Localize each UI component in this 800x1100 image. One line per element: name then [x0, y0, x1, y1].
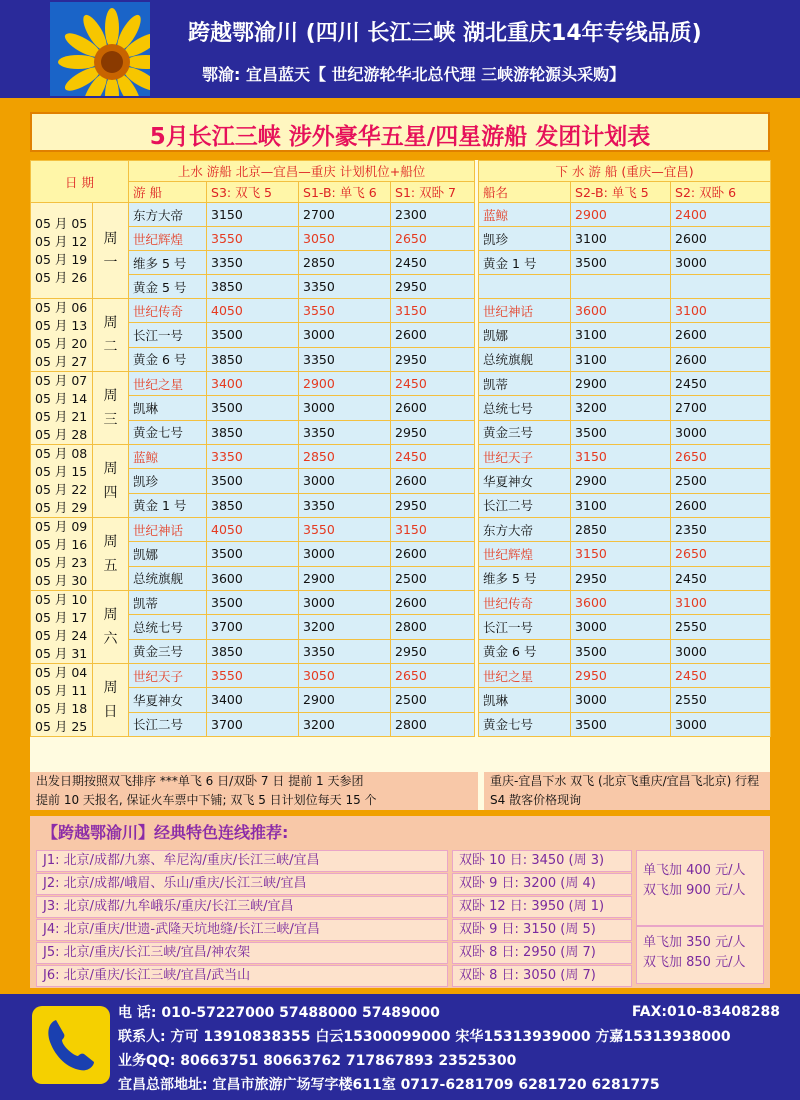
- downstream-cell: 2600: [671, 493, 771, 517]
- upstream-cell: 4050: [207, 518, 299, 542]
- downstream-cell: 世纪天子: [479, 445, 571, 469]
- notes-right: 重庆-宜昌下水 双飞 (北京飞重庆/宜昌飞北京) 行程 S4 散客价格现询: [484, 772, 770, 810]
- downstream-cell: 凯琳: [479, 688, 571, 712]
- upstream-cell: 维多 5 号: [129, 251, 207, 275]
- downstream-header: 下 水 游 船 (重庆—宜昌): [479, 161, 771, 182]
- upstream-cell: 2600: [391, 469, 475, 493]
- weekday-cell: [93, 299, 129, 372]
- upstream-cell: 3200: [299, 712, 391, 736]
- downstream-cell: 维多 5 号: [479, 566, 571, 590]
- route-extra-box-2: [636, 926, 764, 984]
- upstream-cell: 2950: [391, 275, 475, 299]
- footer-qq: 业务QQ: 80663751 80663762 717867893 23525300: [118, 1053, 517, 1069]
- upstream-cell: 2900: [299, 688, 391, 712]
- upstream-cell: 2600: [391, 542, 475, 566]
- upstream-cell: 世纪之星: [129, 372, 207, 396]
- upstream-cell: 总统旗舰: [129, 566, 207, 590]
- upstream-cell: 世纪传奇: [129, 299, 207, 323]
- upstream-cell: 3150: [391, 518, 475, 542]
- note-line: 提前 10 天报名, 保证火车票中下铺; 双飞 5 日计划位每天 15 个: [36, 793, 377, 807]
- upstream-cell: 2950: [391, 420, 475, 444]
- weekday-cell: [93, 372, 129, 445]
- upstream-cell: 2900: [299, 566, 391, 590]
- schedule-panel: [30, 160, 770, 810]
- upstream-cell: 3200: [299, 615, 391, 639]
- route-price: 双卧 12 日: 3950 (周 1): [452, 896, 632, 918]
- footer-contact: [0, 994, 800, 1100]
- date-item: 05 月 24: [35, 628, 88, 643]
- table-row: [31, 347, 771, 371]
- table-row: [31, 299, 771, 323]
- downstream-cell: 2850: [571, 518, 671, 542]
- date-list: [31, 203, 93, 299]
- upstream-cell: 凯娜: [129, 542, 207, 566]
- downstream-cell: 3500: [571, 712, 671, 736]
- upstream-cell: 3700: [207, 615, 299, 639]
- table-row: [31, 688, 771, 712]
- date-item: 05 月 09: [35, 519, 88, 534]
- upstream-cell: 2850: [299, 445, 391, 469]
- downstream-cell: 3100: [671, 591, 771, 615]
- table-row: [31, 396, 771, 420]
- upstream-cell: 3600: [207, 566, 299, 590]
- downstream-cell: 黄金三号: [479, 420, 571, 444]
- downstream-cell: 3000: [671, 420, 771, 444]
- downstream-cell: [479, 275, 571, 299]
- downstream-cell: 3000: [671, 639, 771, 663]
- route-item: J4: 北京/重庆/世遗-武隆天坑地缝/长江三峡/宜昌: [36, 919, 448, 941]
- upstream-cell: 3050: [299, 227, 391, 251]
- upstream-cell: 2800: [391, 712, 475, 736]
- downstream-cell: 3600: [571, 591, 671, 615]
- downstream-cell: 总统旗舰: [479, 347, 571, 371]
- downstream-cell: 2600: [671, 323, 771, 347]
- upstream-cell: 2950: [391, 493, 475, 517]
- upstream-cell: 黄金 6 号: [129, 347, 207, 371]
- downstream-cell: 3000: [671, 251, 771, 275]
- downstream-cell: 2400: [671, 203, 771, 227]
- column-header: 船名: [479, 182, 571, 203]
- upstream-cell: 3550: [299, 518, 391, 542]
- downstream-cell: 3500: [571, 251, 671, 275]
- upstream-cell: 3350: [299, 347, 391, 371]
- upstream-cell: 3850: [207, 493, 299, 517]
- downstream-cell: 长江一号: [479, 615, 571, 639]
- upstream-cell: 总统七号: [129, 615, 207, 639]
- weekday-cell: [93, 664, 129, 737]
- route-extra-line: 双飞加 850 元/人: [643, 955, 746, 970]
- downstream-cell: 世纪传奇: [479, 591, 571, 615]
- downstream-cell: 3150: [571, 542, 671, 566]
- header-subtitle: 鄂渝: 宜昌蓝天【 世纪游轮华北总代理 三峡游轮源头采购】: [202, 65, 626, 84]
- upstream-cell: 3500: [207, 323, 299, 347]
- upstream-cell: 长江一号: [129, 323, 207, 347]
- upstream-cell: 黄金 1 号: [129, 493, 207, 517]
- downstream-cell: 2900: [571, 372, 671, 396]
- route-extra-box-1: [636, 850, 764, 926]
- upstream-cell: 3050: [299, 664, 391, 688]
- table-header-row: [31, 161, 771, 182]
- date-item: 05 月 29: [35, 500, 88, 515]
- downstream-cell: 总统七号: [479, 396, 571, 420]
- date-item: 05 月 15: [35, 464, 88, 479]
- upstream-cell: 蓝鲸: [129, 445, 207, 469]
- downstream-cell: 蓝鲸: [479, 203, 571, 227]
- column-header: S1-B: 单飞 6: [299, 182, 391, 203]
- route-price: 双卧 9 日: 3200 (周 4): [452, 873, 632, 895]
- footer-address: 宜昌总部地址: 宜昌市旅游广场写字楼611室 0717-6281709 6281720 6281775: [118, 1077, 660, 1093]
- downstream-cell: 2900: [571, 469, 671, 493]
- upstream-cell: 3700: [207, 712, 299, 736]
- date-item: 05 月 25: [35, 719, 88, 734]
- header-slogan: 跨越鄂渝川 (四川 长江三峡 湖北重庆14年专线品质): [188, 21, 702, 46]
- upstream-cell: 2650: [391, 227, 475, 251]
- weekday-cell: [93, 445, 129, 518]
- upstream-cell: 2950: [391, 347, 475, 371]
- upstream-cell: 2500: [391, 688, 475, 712]
- upstream-cell: 2800: [391, 615, 475, 639]
- downstream-cell: 2650: [671, 445, 771, 469]
- upstream-cell: 长江二号: [129, 712, 207, 736]
- weekday-cell: [93, 203, 129, 299]
- table-row: [31, 493, 771, 517]
- table-row: [31, 591, 771, 615]
- weekday-label: 周五: [103, 534, 118, 574]
- date-item: 05 月 27: [35, 354, 88, 369]
- date-list: [31, 299, 93, 372]
- upstream-cell: 黄金 5 号: [129, 275, 207, 299]
- downstream-cell: 2550: [671, 688, 771, 712]
- downstream-cell: 3100: [671, 299, 771, 323]
- upstream-cell: 3350: [207, 251, 299, 275]
- upstream-cell: 凯珍: [129, 469, 207, 493]
- downstream-cell: 黄金 1 号: [479, 251, 571, 275]
- date-item: 05 月 07: [35, 373, 88, 388]
- date-item: 05 月 20: [35, 336, 88, 351]
- upstream-cell: 2450: [391, 251, 475, 275]
- downstream-cell: 凯娜: [479, 323, 571, 347]
- footer-phone: 电 话: 010-57227000 57488000 57489000: [118, 1005, 440, 1021]
- downstream-cell: 3600: [571, 299, 671, 323]
- weekday-label: 周三: [103, 388, 118, 428]
- upstream-cell: 世纪辉煌: [129, 227, 207, 251]
- upstream-cell: 世纪神话: [129, 518, 207, 542]
- weekday-cell: [93, 591, 129, 664]
- route-item: J6: 北京/重庆/长江三峡/宜昌/武当山: [36, 965, 448, 987]
- date-item: 05 月 05: [35, 215, 88, 231]
- table-row: [31, 566, 771, 590]
- date-item: 05 月 19: [35, 251, 88, 267]
- routes-title: 【跨越鄂渝川】经典特色连线推荐:: [42, 823, 289, 842]
- downstream-cell: [571, 275, 671, 299]
- upstream-cell: 2700: [299, 203, 391, 227]
- downstream-cell: 黄金 6 号: [479, 639, 571, 663]
- column-header: S2-B: 单飞 5: [571, 182, 671, 203]
- downstream-cell: 3100: [571, 227, 671, 251]
- upstream-cell: 2600: [391, 396, 475, 420]
- downstream-cell: 2900: [571, 203, 671, 227]
- downstream-cell: 华夏神女: [479, 469, 571, 493]
- downstream-cell: 3100: [571, 493, 671, 517]
- downstream-cell: [671, 275, 771, 299]
- upstream-cell: 华夏神女: [129, 688, 207, 712]
- upstream-cell: 3850: [207, 639, 299, 663]
- downstream-cell: 黄金七号: [479, 712, 571, 736]
- table-row: [31, 420, 771, 444]
- upstream-cell: 2600: [391, 591, 475, 615]
- date-item: 05 月 06: [35, 300, 88, 315]
- date-item: 05 月 17: [35, 610, 88, 625]
- downstream-cell: 2450: [671, 566, 771, 590]
- route-price: 双卧 10 日: 3450 (周 3): [452, 850, 632, 872]
- notes-left: [30, 772, 478, 810]
- downstream-cell: 2450: [671, 372, 771, 396]
- date-list: [31, 372, 93, 445]
- table-row: [31, 275, 771, 299]
- downstream-cell: 3000: [571, 688, 671, 712]
- upstream-cell: 3550: [207, 227, 299, 251]
- date-item: 05 月 08: [35, 446, 88, 461]
- table-row: [31, 323, 771, 347]
- upstream-cell: 黄金七号: [129, 420, 207, 444]
- downstream-cell: 2550: [671, 615, 771, 639]
- date-item: 05 月 14: [35, 391, 88, 406]
- date-item: 05 月 13: [35, 318, 88, 333]
- upstream-cell: 3400: [207, 688, 299, 712]
- downstream-cell: 2500: [671, 469, 771, 493]
- table-row: [31, 615, 771, 639]
- header-banner: [0, 0, 800, 98]
- sunflower-logo: [50, 2, 150, 96]
- table-row: [31, 712, 771, 736]
- route-item: J1: 北京/成都/九寨、牟尼沟/重庆/长江三峡/宜昌: [36, 850, 448, 872]
- date-list: [31, 591, 93, 664]
- upstream-cell: 2500: [391, 566, 475, 590]
- upstream-cell: 3550: [207, 664, 299, 688]
- date-item: 05 月 30: [35, 573, 88, 588]
- schedule-table: [30, 160, 771, 737]
- upstream-cell: 3850: [207, 275, 299, 299]
- upstream-cell: 3350: [299, 275, 391, 299]
- downstream-cell: 东方大帝: [479, 518, 571, 542]
- footer-contacts: 联系人: 方可 13910838355 白云15300099000 宋华15313939000 方嘉15313938000: [118, 1029, 731, 1045]
- downstream-cell: 3500: [571, 420, 671, 444]
- upstream-cell: 3150: [391, 299, 475, 323]
- date-header: 日 期: [31, 161, 129, 203]
- weekday-label: 周四: [103, 461, 118, 501]
- page-title: 5月长江三峡 涉外豪华五星/四星游船 发团计划表: [149, 124, 651, 150]
- date-item: 05 月 26: [35, 269, 88, 285]
- weekday-label: 周二: [103, 315, 118, 355]
- upstream-cell: 4050: [207, 299, 299, 323]
- upstream-cell: 3150: [207, 203, 299, 227]
- downstream-cell: 2450: [671, 664, 771, 688]
- route-extra-line: 双飞加 900 元/人: [643, 883, 746, 898]
- upstream-cell: 2850: [299, 251, 391, 275]
- column-header: S2: 双卧 6: [671, 182, 771, 203]
- upstream-header: 上水 游船 北京—宜昌—重庆 计划机位+船位: [129, 161, 475, 182]
- upstream-cell: 3350: [299, 493, 391, 517]
- table-row: [31, 372, 771, 396]
- downstream-cell: 凯珍: [479, 227, 571, 251]
- date-list: [31, 445, 93, 518]
- table-subheader-row: [31, 182, 771, 203]
- upstream-cell: 3000: [299, 591, 391, 615]
- weekday-cell: [93, 518, 129, 591]
- date-item: 05 月 04: [35, 665, 88, 680]
- upstream-cell: 2300: [391, 203, 475, 227]
- downstream-cell: 3100: [571, 347, 671, 371]
- table-row: [31, 227, 771, 251]
- upstream-cell: 3000: [299, 469, 391, 493]
- downstream-cell: 3000: [571, 615, 671, 639]
- date-item: 05 月 22: [35, 482, 88, 497]
- table-row: [31, 518, 771, 542]
- downstream-cell: 2950: [571, 566, 671, 590]
- date-item: 05 月 10: [35, 592, 88, 607]
- upstream-cell: 3000: [299, 542, 391, 566]
- date-item: 05 月 31: [35, 646, 88, 661]
- downstream-cell: 2350: [671, 518, 771, 542]
- date-list: [31, 664, 93, 737]
- weekday-label: 周一: [103, 230, 118, 271]
- table-row: [31, 542, 771, 566]
- table-row: [31, 639, 771, 663]
- date-item: 05 月 21: [35, 409, 88, 424]
- note-line: 出发日期按照双飞排序 ***单飞 6 日/双卧 7 日 提前 1 天参团: [36, 774, 364, 788]
- upstream-cell: 2950: [391, 639, 475, 663]
- date-item: 05 月 16: [35, 537, 88, 552]
- upstream-cell: 东方大帝: [129, 203, 207, 227]
- date-list: [31, 518, 93, 591]
- weekday-label: 周六: [103, 607, 118, 647]
- date-item: 05 月 28: [35, 427, 88, 442]
- phone-icon: [32, 1006, 110, 1084]
- route-extra-line: 单飞加 400 元/人: [643, 863, 746, 878]
- route-price: 双卧 8 日: 3050 (周 7): [452, 965, 632, 987]
- upstream-cell: 2650: [391, 664, 475, 688]
- table-row: [31, 251, 771, 275]
- upstream-cell: 3000: [299, 323, 391, 347]
- downstream-cell: 3200: [571, 396, 671, 420]
- upstream-cell: 2450: [391, 372, 475, 396]
- downstream-cell: 世纪之星: [479, 664, 571, 688]
- table-row: [31, 203, 771, 227]
- date-item: 05 月 23: [35, 555, 88, 570]
- upstream-cell: 凯琳: [129, 396, 207, 420]
- table-row: [31, 445, 771, 469]
- upstream-cell: 3350: [207, 445, 299, 469]
- downstream-cell: 2650: [671, 542, 771, 566]
- downstream-cell: 2700: [671, 396, 771, 420]
- downstream-cell: 3500: [571, 639, 671, 663]
- footer-fax: FAX:010-83408288: [631, 1004, 780, 1020]
- route-item: J3: 北京/成都/九牟峨乐/重庆/长江三峡/宜昌: [36, 896, 448, 918]
- date-item: 05 月 18: [35, 701, 88, 716]
- downstream-cell: 2600: [671, 347, 771, 371]
- column-header: 游 船: [129, 182, 207, 203]
- route-price: 双卧 9 日: 3150 (周 5): [452, 919, 632, 941]
- route-price: 双卧 8 日: 2950 (周 7): [452, 942, 632, 964]
- column-header: S1: 双卧 7: [391, 182, 475, 203]
- upstream-cell: 3400: [207, 372, 299, 396]
- downstream-cell: 长江二号: [479, 493, 571, 517]
- downstream-cell: 世纪神话: [479, 299, 571, 323]
- route-extra-line: 单飞加 350 元/人: [643, 935, 746, 950]
- upstream-cell: 3350: [299, 420, 391, 444]
- weekday-label: 周日: [103, 680, 118, 720]
- upstream-cell: 3850: [207, 420, 299, 444]
- date-item: 05 月 12: [35, 233, 88, 249]
- upstream-cell: 3550: [299, 299, 391, 323]
- route-item: J2: 北京/成都/峨眉、乐山/重庆/长江三峡/宜昌: [36, 873, 448, 895]
- upstream-cell: 3500: [207, 542, 299, 566]
- title-bar: [30, 112, 770, 152]
- date-item: 05 月 11: [35, 683, 88, 698]
- downstream-cell: 3000: [671, 712, 771, 736]
- upstream-cell: 2450: [391, 445, 475, 469]
- upstream-cell: 凯蒂: [129, 591, 207, 615]
- upstream-cell: 3000: [299, 396, 391, 420]
- upstream-cell: 2600: [391, 323, 475, 347]
- upstream-cell: 3500: [207, 591, 299, 615]
- upstream-cell: 3350: [299, 639, 391, 663]
- upstream-cell: 黄金三号: [129, 639, 207, 663]
- upstream-cell: 3500: [207, 469, 299, 493]
- downstream-cell: 3100: [571, 323, 671, 347]
- upstream-cell: 2900: [299, 372, 391, 396]
- route-item: J5: 北京/重庆/长江三峡/宜昌/神农架: [36, 942, 448, 964]
- downstream-cell: 凯蒂: [479, 372, 571, 396]
- downstream-cell: 2950: [571, 664, 671, 688]
- downstream-cell: 3150: [571, 445, 671, 469]
- upstream-cell: 3850: [207, 347, 299, 371]
- table-row: [31, 664, 771, 688]
- downstream-cell: 世纪辉煌: [479, 542, 571, 566]
- upstream-cell: 3500: [207, 396, 299, 420]
- upstream-cell: 世纪天子: [129, 664, 207, 688]
- column-header: S3: 双飞 5: [207, 182, 299, 203]
- routes-panel: [30, 816, 770, 988]
- downstream-cell: 2600: [671, 227, 771, 251]
- table-row: [31, 469, 771, 493]
